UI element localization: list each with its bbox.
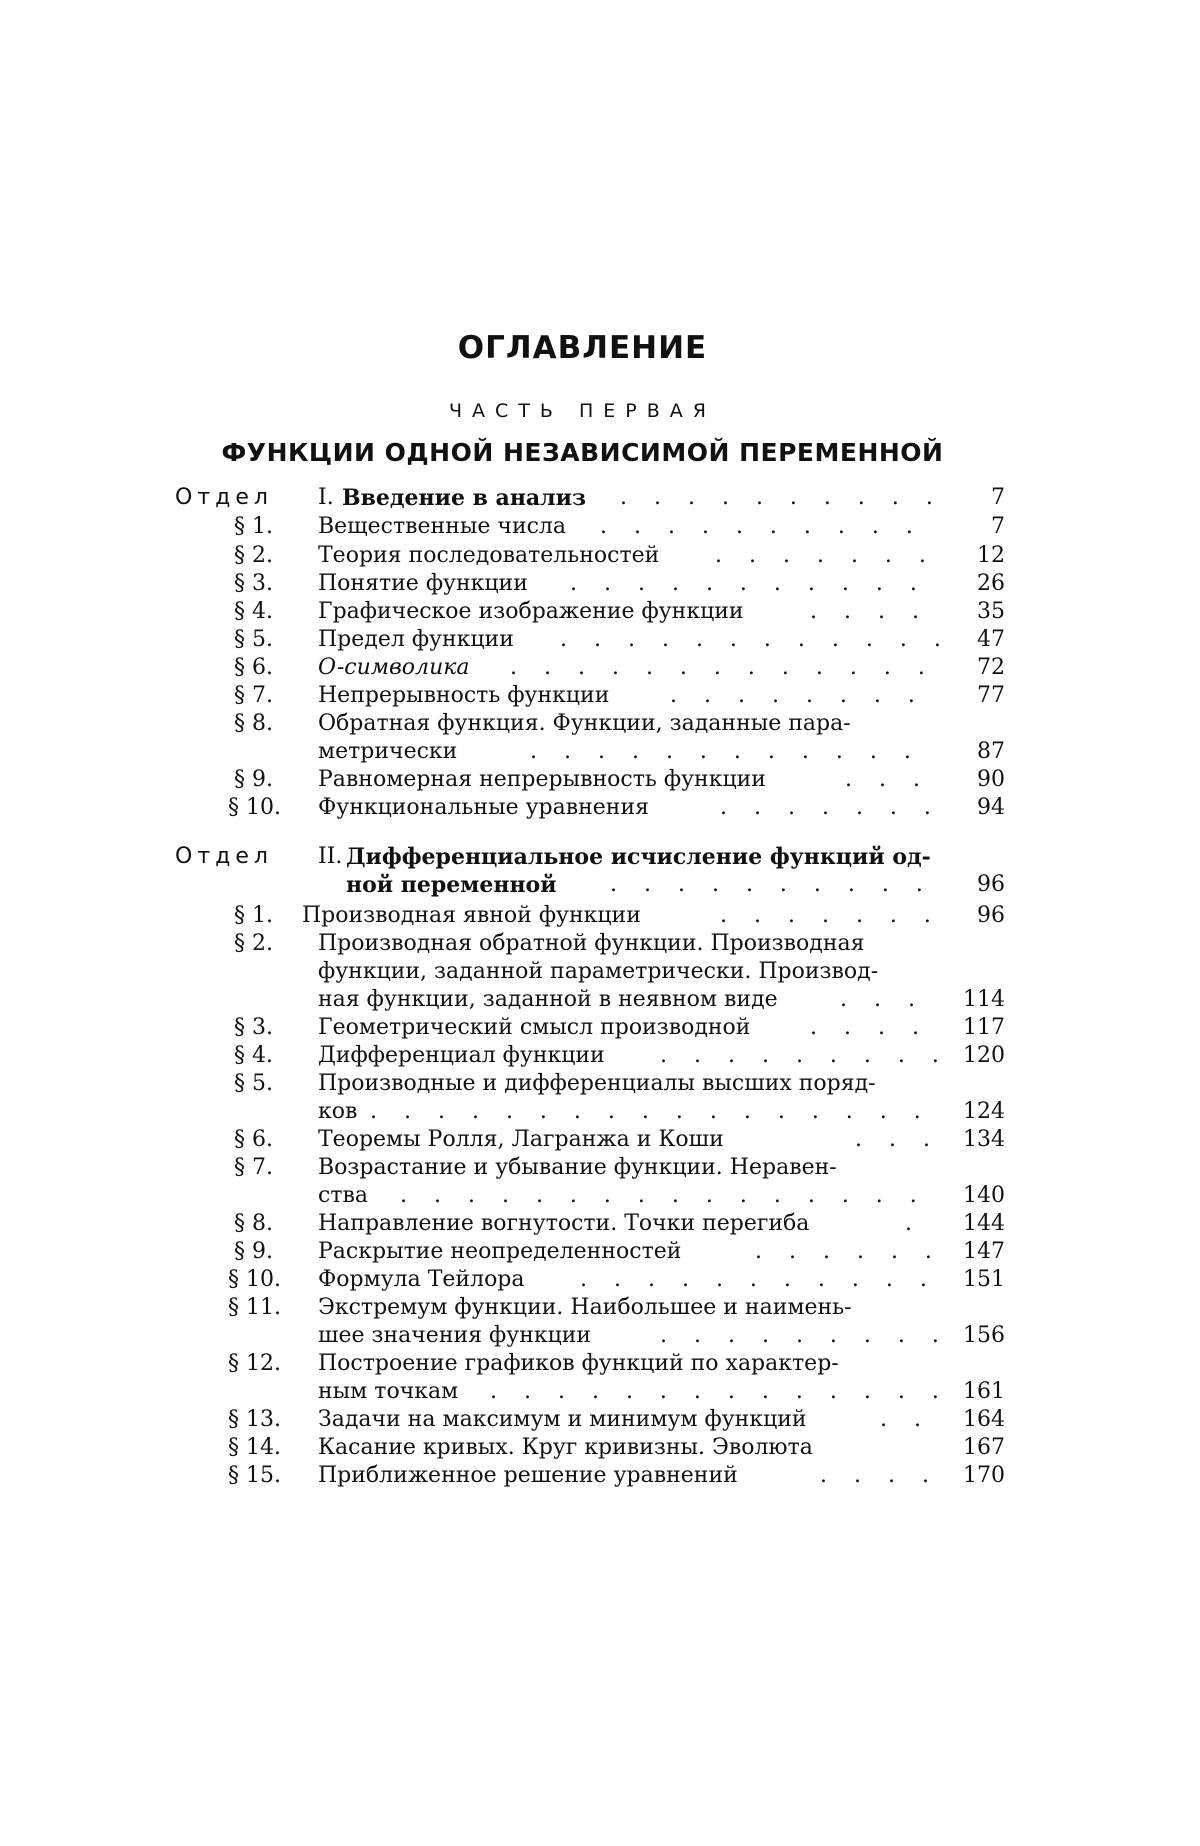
toc-item[interactable] [0, 570, 1200, 598]
leader-dots: . . . . . [755, 1238, 940, 1266]
toc-item[interactable] [0, 1434, 1200, 1462]
page-number: 12 [945, 542, 1005, 570]
leader-dots: . . . . . . . . . . . . [530, 738, 940, 766]
item-title-continuation: шее значения функции [318, 1322, 591, 1350]
toc-item-continuation[interactable] [0, 1322, 1200, 1350]
leader-dots: . [905, 1210, 940, 1238]
toc-item[interactable] [0, 542, 1200, 570]
toc-item[interactable] [0, 1406, 1200, 1434]
part-heading: ЧАСТЬ ПЕРВАЯ [0, 400, 1165, 422]
page-number: 124 [945, 1098, 1005, 1126]
section-number: § 7. [234, 1154, 304, 1182]
toc-item-continuation[interactable] [0, 1098, 1200, 1126]
page-number: 87 [945, 738, 1005, 766]
section-number: § 10. [228, 1266, 300, 1294]
item-title: Построение графиков функций по характер- [318, 1350, 839, 1378]
toc-item[interactable] [0, 1042, 1200, 1070]
page-number: 26 [945, 570, 1005, 598]
item-title: Обратная функция. Функции, заданные пара- [318, 710, 851, 738]
leader-dots: . . [880, 1406, 940, 1434]
toc-item-continuation[interactable] [0, 986, 1200, 1014]
item-title: Графическое изображение функции [318, 598, 744, 626]
leader-dots: . . . . . . . . . . . [580, 1266, 940, 1294]
section-number: § 2. [234, 930, 304, 958]
section-number: § 3. [234, 570, 304, 598]
division-label: Отдел [175, 843, 273, 871]
leader-dots: . . . . . . . . [660, 1042, 940, 1070]
item-title: Производные и дифференциалы высших поряд- [318, 1070, 876, 1098]
item-title: Возрастание и убывание функции. Неравен- [318, 1154, 837, 1182]
toc-item-continuation[interactable] [0, 1378, 1200, 1406]
page-number: 47 [945, 626, 1005, 654]
item-title: Касание кривых. Круг кривизны. Эволюта [318, 1434, 813, 1462]
item-title-continuation: ная функции, заданной в неявном виде [318, 986, 778, 1014]
toc-item[interactable] [0, 1126, 1200, 1154]
item-title: Непрерывность функции [318, 682, 609, 710]
section-number: § 2. [234, 542, 304, 570]
page-number: 96 [945, 871, 1005, 899]
section-number: § 5. [234, 626, 304, 654]
section-number: § 4. [234, 598, 304, 626]
leader-dots: . . . . . . . . . . . . . [490, 1378, 940, 1406]
leader-dots: . . . . . . . . . . . [560, 626, 940, 654]
item-title: Функциональные уравнения [318, 794, 649, 822]
toc-item[interactable] [0, 930, 1200, 958]
section-number: § 6. [234, 654, 304, 682]
leader-dots: . . . [840, 986, 940, 1014]
item-title: Формула Тейлора [318, 1266, 525, 1294]
section-number: § 1. [234, 902, 304, 930]
leader-dots: . . . . . . . . . . . . . . . . [400, 1182, 940, 1210]
page-number: 144 [945, 1210, 1005, 1238]
section-number: § 9. [234, 1238, 304, 1266]
toc-item[interactable] [0, 1266, 1200, 1294]
toc-item[interactable] [0, 1294, 1200, 1322]
item-title: Раскрытие неопределенностей [318, 1238, 681, 1266]
toc-item[interactable] [0, 1014, 1200, 1042]
toc-item[interactable] [0, 1350, 1200, 1378]
toc-division-1[interactable] [0, 484, 1200, 512]
section-number: § 11. [228, 1294, 300, 1322]
division-number: II. [318, 843, 342, 871]
toc-item[interactable] [0, 513, 1200, 541]
leader-dots: . . . . . . . . [660, 1322, 940, 1350]
part-subtitle: ФУНКЦИИ ОДНОЙ НЕЗАВИСИМОЙ ПЕРЕМЕННОЙ [0, 438, 1165, 467]
page-number: 72 [945, 654, 1005, 682]
toc-item[interactable] [0, 794, 1200, 822]
leader-dots: . . . . . . . . . [620, 484, 940, 512]
toc-division-2[interactable] [0, 843, 1200, 871]
division-title: Введение в анализ [342, 484, 586, 512]
item-title: Равномерная непрерывность функции [318, 766, 766, 794]
section-number: § 4. [234, 1042, 304, 1070]
page-number: 134 [945, 1126, 1005, 1154]
toc-item[interactable] [0, 1070, 1200, 1098]
page-number: 170 [945, 1462, 1005, 1490]
page-number: 94 [945, 794, 1005, 822]
page-number: 147 [945, 1238, 1005, 1266]
division-label: Отдел [175, 484, 273, 512]
toc-item-continuation[interactable] [0, 1182, 1200, 1210]
page-number: 151 [945, 1266, 1005, 1294]
page-number: 120 [945, 1042, 1005, 1070]
toc-item[interactable] [0, 902, 1200, 930]
section-number: § 1. [234, 513, 304, 541]
leader-dots: . . . . . . . . . . . . . . . . . [370, 1098, 940, 1126]
section-number: § 8. [234, 710, 304, 738]
item-title: Геометрический смысл производной [318, 1014, 750, 1042]
leader-dots: . . . [855, 1126, 940, 1154]
section-number: § 10. [228, 794, 300, 822]
section-number: § 15. [228, 1462, 300, 1490]
page-number: 164 [945, 1406, 1005, 1434]
page-number: 90 [945, 766, 1005, 794]
item-title-continuation: функции, заданной параметрически. Производ- [318, 958, 878, 986]
section-number: § 9. [234, 766, 304, 794]
leader-dots: . . . . . . . [720, 902, 940, 930]
leader-dots: . . . . [820, 1462, 940, 1490]
section-number: § 12. [228, 1350, 300, 1378]
toc-item[interactable] [0, 1154, 1200, 1182]
toc-item[interactable] [0, 1238, 1200, 1266]
item-title: Экстремум функции. Наибольшее и наимень- [318, 1294, 852, 1322]
section-number: § 7. [234, 682, 304, 710]
page-number: 114 [945, 986, 1005, 1014]
toc-item[interactable] [0, 1210, 1200, 1238]
toc-item[interactable] [0, 626, 1200, 654]
item-title: Задачи на максимум и минимум функций [318, 1406, 807, 1434]
item-title: Вещественные числа [318, 513, 566, 541]
page-number: 96 [945, 902, 1005, 930]
leader-dots: . . . . . . . . . . [600, 513, 940, 541]
item-title: Дифференциал функции [318, 1042, 605, 1070]
toc-item[interactable] [0, 598, 1200, 626]
division-title-continuation: ной переменной [346, 871, 557, 899]
page-number: 167 [945, 1434, 1005, 1462]
page-number: 161 [945, 1378, 1005, 1406]
toc-item[interactable] [0, 1462, 1200, 1490]
item-title-continuation: ства [318, 1182, 368, 1210]
item-title-continuation: ков [318, 1098, 357, 1126]
page [0, 0, 1200, 1846]
toc-item[interactable] [0, 766, 1200, 794]
leader-dots: . . . . . . . . . . . . . [510, 654, 940, 682]
division-number: I. [318, 484, 334, 512]
leader-dots: . . . . . . . . . . . [570, 570, 940, 598]
page-number: 140 [945, 1182, 1005, 1210]
section-number: § 8. [234, 1210, 304, 1238]
leader-dots: . . . . [810, 1014, 940, 1042]
item-title: Направление вогнутости. Точки перегиба [318, 1210, 809, 1238]
item-title: Предел функции [318, 626, 514, 654]
toc-item-continuation[interactable] [0, 958, 1200, 986]
leader-dots: . . . [845, 766, 940, 794]
page-title: ОГЛАВЛЕНИЕ [0, 330, 1165, 366]
item-title-continuation: ным точкам [318, 1378, 458, 1406]
item-title: Производная обратной функции. Производная [318, 930, 864, 958]
section-number: § 3. [234, 1014, 304, 1042]
leader-dots: . . . . . . . . . . [610, 871, 940, 899]
toc-item-continuation[interactable] [0, 738, 1200, 766]
leader-dots: . . . . [810, 598, 940, 626]
leader-dots: . . . . . . . . [670, 682, 940, 710]
section-number: § 14. [228, 1434, 300, 1462]
section-number: § 13. [228, 1406, 300, 1434]
page-number: 35 [945, 598, 1005, 626]
section-number: § 5. [234, 1070, 304, 1098]
item-title: Теория последовательностей [318, 542, 659, 570]
toc-item[interactable] [0, 682, 1200, 710]
page-number: 156 [945, 1322, 1005, 1350]
item-title: Понятие функции [318, 570, 528, 598]
item-title: O-символика [318, 654, 470, 682]
toc-item[interactable] [0, 654, 1200, 682]
section-number: § 6. [234, 1126, 304, 1154]
division-title: Дифференциальное исчисление функций од- [346, 843, 931, 871]
item-title: Теоремы Ролля, Лагранжа и Коши [318, 1126, 724, 1154]
toc-item[interactable] [0, 710, 1200, 738]
toc-division-2-continuation[interactable] [0, 871, 1200, 899]
page-number: 7 [945, 513, 1005, 541]
page-number: 7 [945, 484, 1005, 512]
page-number: 77 [945, 682, 1005, 710]
item-title-continuation: метрически [318, 738, 457, 766]
item-title: Приближенное решение уравнений [318, 1462, 738, 1490]
leader-dots: . . . . . . . [720, 794, 940, 822]
page-number: 117 [945, 1014, 1005, 1042]
item-title: Производная явной функции [302, 902, 641, 930]
leader-dots: . . . . . . . [715, 542, 940, 570]
